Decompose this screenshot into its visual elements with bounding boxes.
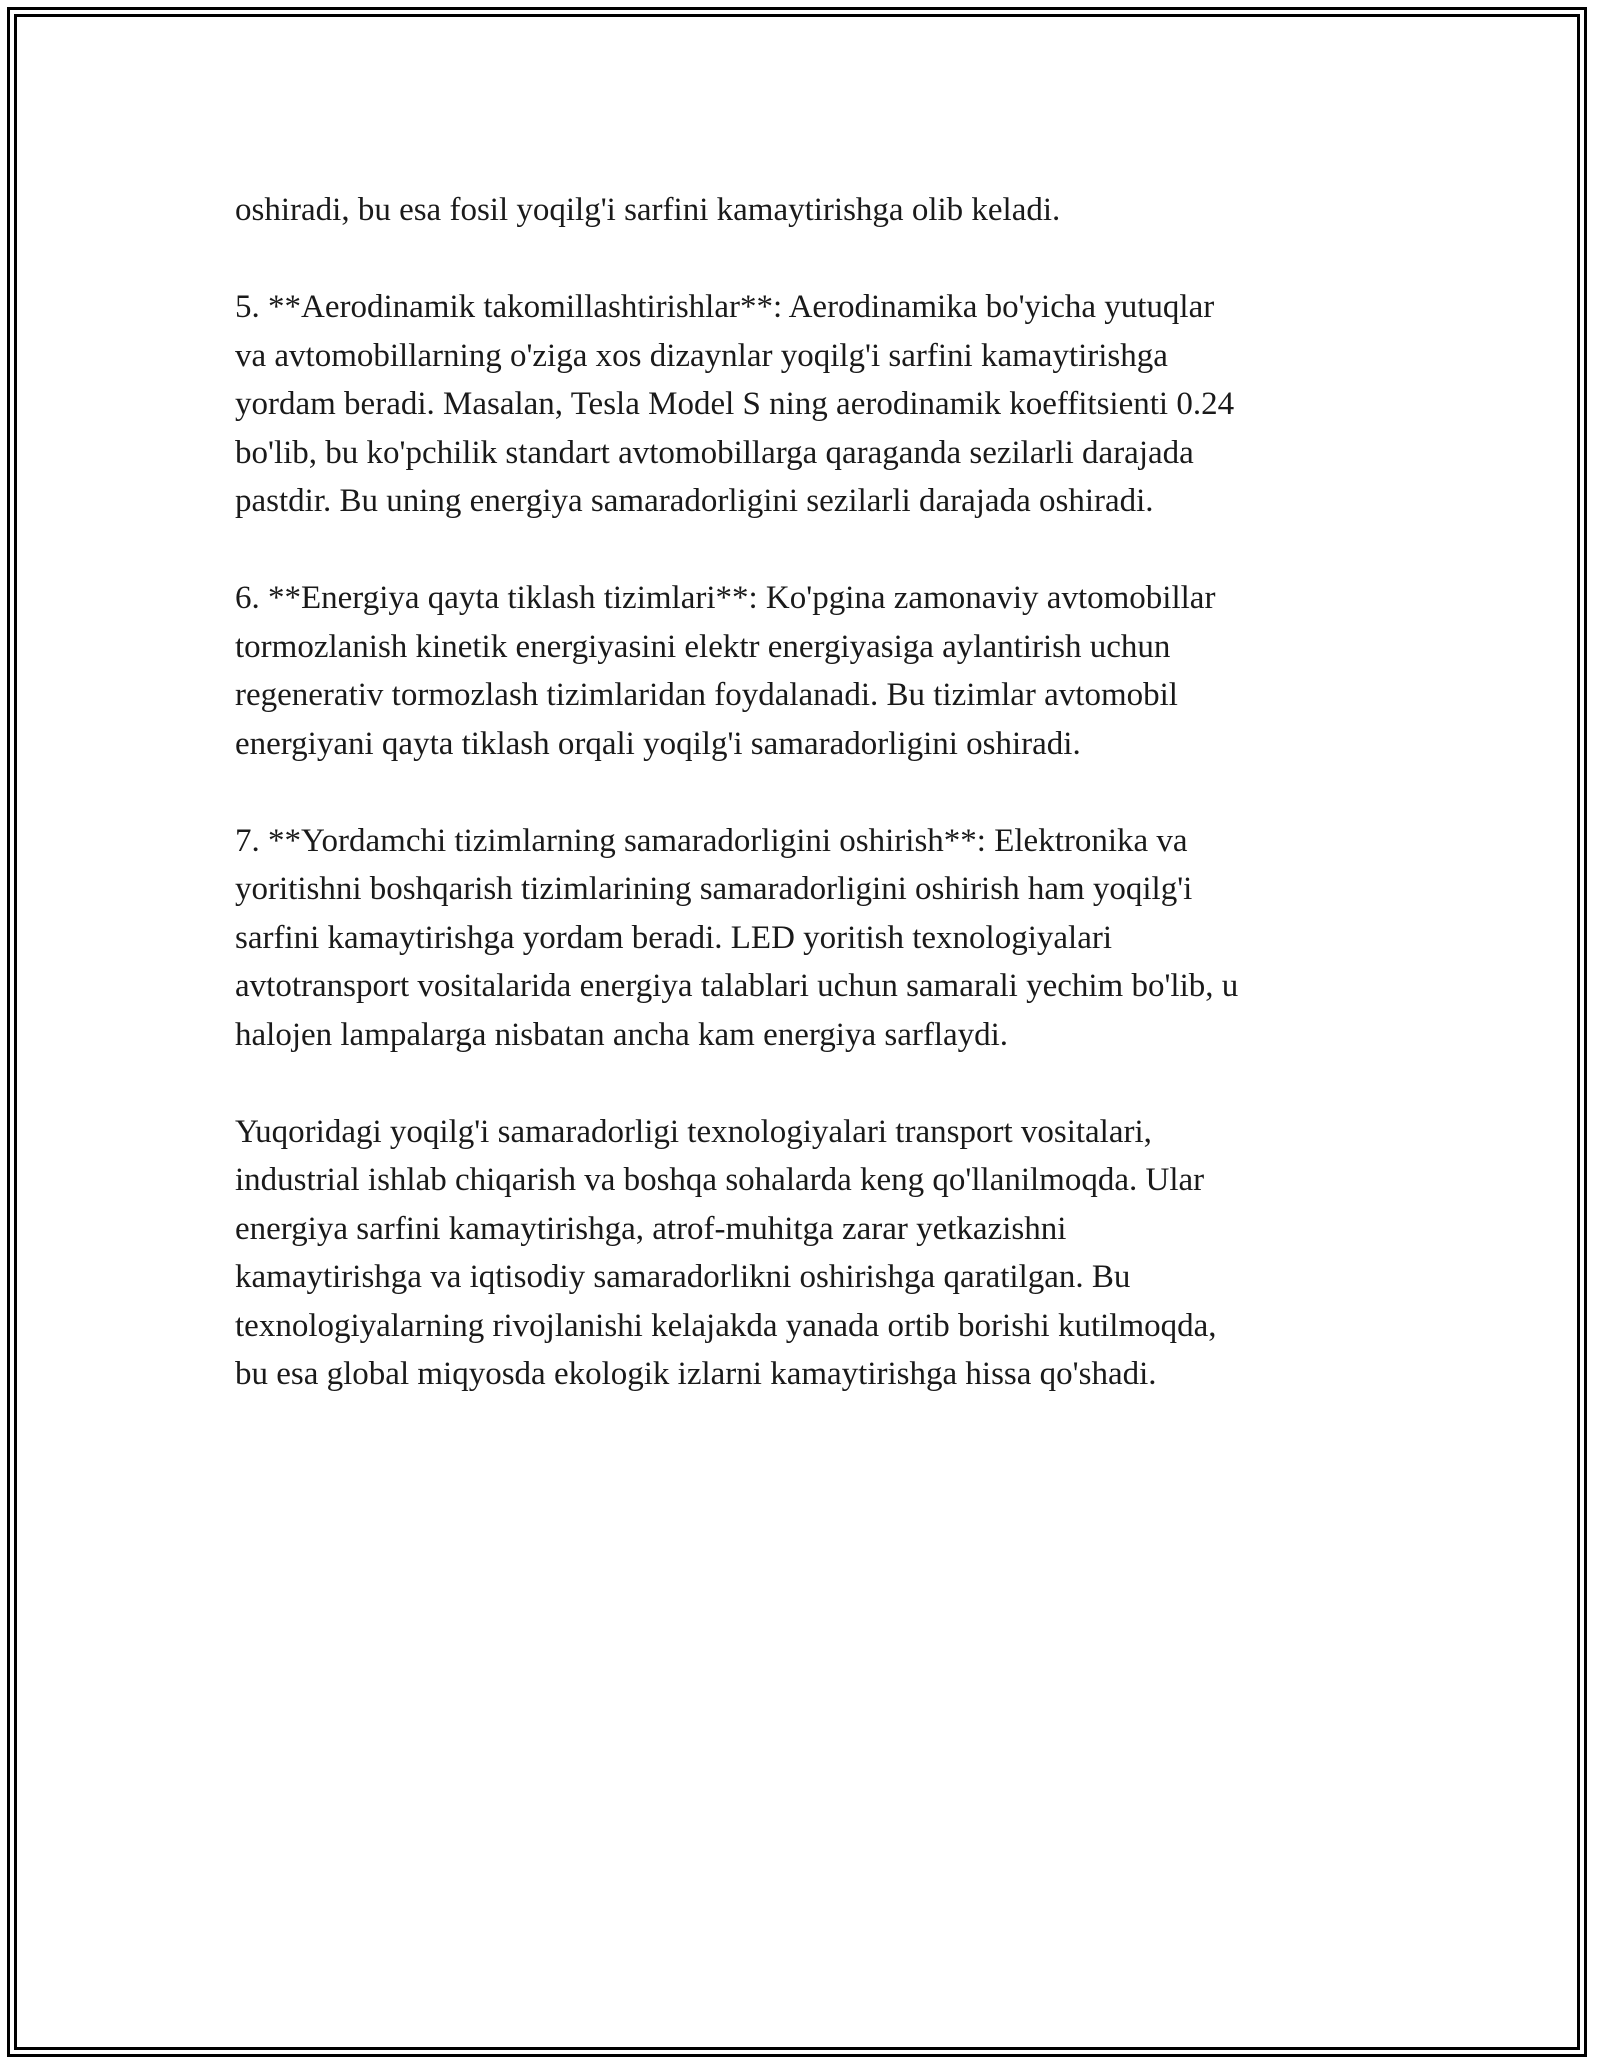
paragraph-energy-recovery: 6. **Energiya qayta tiklash tizimlari**: Ko'pgina zamonaviy avtomobillar tormozlanish kinetik energiyasini elektr energiyasiga aylantirish uchun regenerativ tormozlash tizimlaridan foydalanadi. Bu tizimlar avtomobil energiyani qayta tiklash orqali yoqilg'i samaradorligini oshiradi. [235,580,1216,762]
paragraph-continuation: oshiradi, bu esa fosil yoqilg'i sarfini kamaytirishga olib keladi. [235,192,1061,228]
paragraph-conclusion: Yuqoridagi yoqilg'i samaradorligi texnologiyalari transport vositalari, industrial ishlab chiqarish va boshqa sohalarda keng qo'llanilmoqda. Ular energiya sarfini kamaytirishga, atrof-muhitga zarar yetkazishni kamaytirishga va iqtisodiy samaradorlikni oshirishga qaratilgan. Bu texnologiyalarning rivojlanishi kelajakda yanada ortib borishi kutilmoqda, bu esa global miqyosda ekologik izlarni kamaytirishga hissa qo'shadi. [235,1113,1217,1392]
document-body [235,186,1365,1447]
paragraph-auxiliary-systems: 7. **Yordamchi tizimlarning samaradorligini oshirish**: Elektronika va yoritishni boshqarish tizimlarining samaradorligini oshirish ham yoqilg'i sarfini kamaytirishga yordam beradi. LED yoritish texnologiyalari avtotransport vositalarida energiya talablari uchun samarali yechim bo'lib, u halojen lampalarga nisbatan ancha kam energiya sarflaydi. [235,822,1239,1053]
paragraph-aerodynamics: 5. **Aerodinamik takomillashtirishlar**: Aerodinamika bo'yicha yutuqlar va avtomobillarning o'ziga xos dizaynlar yoqilg'i sarfini kamaytirishga yordam beradi. Masalan, Tesla Model S ning aerodinamik koeffitsienti 0.24 bo'lib, bu ko'pchilik standart avtomobillarga qaraganda sezilarli darajada pastdir. Bu uning energiya samaradorligini sezilarli darajada oshiradi. [235,289,1235,519]
